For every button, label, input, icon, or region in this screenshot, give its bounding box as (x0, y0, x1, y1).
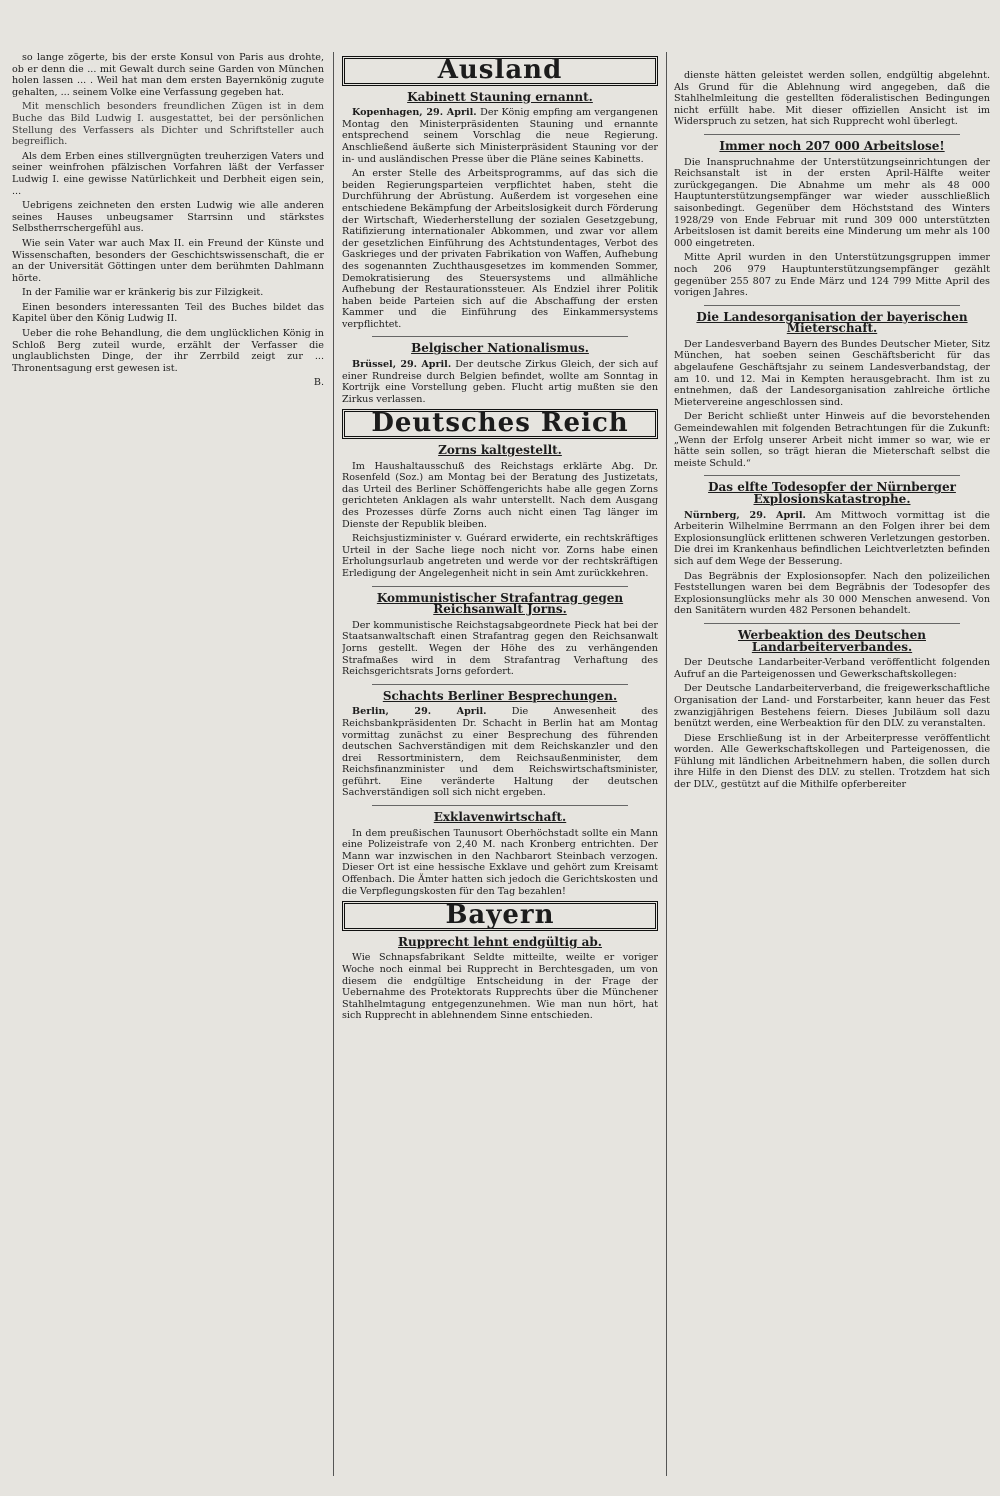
paragraph: Diese Erschließung ist in der Arbeiterpresse veröffentlicht worden. Alle Gewerkschaftskollegen und Parteigenossen, die Fühlung mit ländlichen Arbeitnehmern haben, die sollen durch ihre Hilfe in den Dienst des DLV. zu stellen. Trotzdem hat sich der DLV., gestützt auf die Mithilfe opferbereiter (674, 732, 990, 791)
paragraph: An erster Stelle des Arbeitsprogramms, auf das sich die beiden Regierungsparteien verpflichtet haben, steht die Durchführung der Abrüstung. Außerdem ist vorgesehen eine entschiedene Bekämpfung der Arbeitslosigkeit durch Förderung der Wirtschaft, Wiederherstellung der sozialen Gesetzgebung, Ratifizierung internationaler Abkommen, und zwar vor allem der gesetzlichen Einführung des Achtstundentages, Verbot des Gaskrieges und der privaten Fabrikation von Waffen, Aufhebung des sogenannten Zuchthausgesetzes im kommenden Sommer, Demokratisierung des Steuersystems und allmähliche Aufhebung der Restaurationssteuer. Als Endziel ihrer Politik haben beide Parteien sich auf die Abschaffung der ersten Kammer und die Einführung des Einkammersystems verpflichtet. (342, 168, 658, 330)
headline-landarbeiter: Werbeaktion des Deutschen Landarbeiterverbandes. (738, 627, 926, 654)
separator (372, 805, 628, 806)
paragraph (342, 706, 658, 799)
paragraph: Wie sein Vater war auch Max II. ein Freund der Künste und Wissenschaften, besonders der Geschichtswissenschaft, die er an der Universität Göttingen unter dem berühmten Dahlmann hörte. (12, 237, 324, 284)
article-text: Die Anwesenheit des Reichsbankpräsidenten Dr. Schacht in Berlin hat am Montag vormittag zunächst zu einer Besprechung des führenden deutschen Sachverständigen mit dem Reichskanzler und den drei Ressortministern, dem Reichsaußenminister, dem Reichsfinanzminister und dem Reichswirtschaftsminister, geführt. Eine veränderte Haltung der deutschen Sachverständigen soll sich nicht ergeben. (342, 706, 658, 799)
paragraph: Der Deutsche Landarbeiterverband, die freigewerkschaftliche Organisation der Land- und Forstarbeiter, kann heuer das Fest zwanzigjährigen Bestehens feiern. Dieses Jubiläum soll dazu benützt werden, eine Werbeaktion für den DLV. zu veranstalten. (674, 683, 990, 730)
paragraph: In der Familie war er kränkerig bis zur Filzigkeit. (22, 287, 264, 299)
separator (372, 684, 628, 685)
paragraph: so lange zögerte, bis der erste Konsul von Paris aus drohte, ob er denn die ... mit Gewalt durch seine Garden von München holen lassen ... . Weil hat man dem ersten Bayernkönig zugute gehalten, ... seinem Volke eine Verfassung gegeben hat. (12, 52, 324, 98)
article-text: Der König empfing am vergangenen Montag den Ministerpräsidenten Stauning und ernannte entsprechend seinem Vorschlag die neue Regierung. Anschließend äußerte sich Ministerpräsident Stauning vor der in- und ausländischen Presse über die Pläne seines Kabinetts. (342, 107, 658, 165)
headline-todesopfer: Das elfte Todesopfer der Nürnberger Explosionskatastrophe. (708, 480, 956, 506)
paragraph: In dem preußischen Taunusort Oberhöchstadt sollte ein Mann eine Polizeistrafe von 2,40 M. nach Kronberg entrichten. Der Mann war inzwischen in den Nachbarort Steinbach verzogen. Dieser Ort ist eine hessische Exklave und gehört zum Kreisamt Offenbach. Die Ämter hatten sich jedoch die Gerichtskosten und die Verpflegungskosten für den Tag bezahlen! (342, 827, 658, 897)
paragraph: Reichsjustizminister v. Guérard erwiderte, ein rechtskräftiges Urteil in der Sache liege noch nicht vor. Zorns habe einen Erholungsurlaub angetreten und werde vor der rechtskräftigen Erledigung der Angelegenheit nicht in sein Amt zurückkehren. (342, 533, 658, 579)
headline-stauning: Kabinett Stauning ernannt. (407, 89, 593, 104)
paragraph: Einen besonders interessanten Teil des Buches bildet das Kapitel über den König Ludwig II. (12, 301, 324, 325)
column-middle (342, 52, 658, 1476)
paragraph: Uebrigens zeichneten den ersten Ludwig wie alle anderen seines Hauses unbeugsamer Starrsinn und stärkstes Selbstherrschergefühl aus. (12, 200, 324, 235)
headline-kommunisten: Kommunistischer Strafantrag gegen Reichsanwalt Jorns. (376, 590, 624, 617)
column-right (674, 70, 990, 1476)
paragraph: Wie Schnapsfabrikant Seldte mitteilte, weilte er voriger Woche noch einmal bei Rupprecht in Berchtesgaden, um von diesem die endgültige Entscheidung in der Frage der Uebernahme des Protektorats Rupprechts über die Münchener Stahlhelmtagung entgegenzunehmen. Wie man nun hört, hat sich Rupprecht in ablehnendem Sinne entschieden. (342, 952, 658, 1022)
paragraph: Der Bericht schließt unter Hinweis auf die bevorstehenden Gemeindewahlen mit folgenden Betrachtungen für die Zukunft: „Wenn der Erfolg unserer Arbeit nicht immer so war, wie er hätte sein sollen, so trägt hieran die Mieterschaft selbst die meiste Schuld.“ (674, 411, 990, 469)
separator (704, 134, 960, 135)
section-header-deutsches-reich: Deutsches Reich (342, 409, 658, 439)
separator (372, 586, 628, 587)
paragraph: Der Deutsche Landarbeiter-Verband veröffentlicht folgenden Aufruf an die Parteigenossen und Gewerkschaftskollegen: (674, 657, 990, 680)
paragraph: Mitte April wurden in den Unterstützungsgruppen immer noch 206 979 Hauptunterstützungsempfänger gezählt gegenüber 255 807 zu Ende März und 124 799 Mitte April des vorigen Jahres. (674, 252, 990, 299)
dateline: Brüssel, 29. April. (352, 359, 452, 371)
paragraph (342, 107, 658, 165)
headline-schacht: Schachts Berliner Besprechungen. (382, 688, 618, 703)
paragraph (674, 510, 990, 568)
paragraph: Die Inanspruchnahme der Unterstützungseinrichtungen der Reichsanstalt ist in der ersten April-Hälfte weiter zurückgegangen. Die Abnahme um mehr als 48 000 Hauptunterstützungsempfänger war wieder ausschließlich saisonbedingt. Gegenüber dem Höchststand des Winters 1928/29 von Ende Februar mit rund 309 000 unterstützten Arbeitslosen ist damit bereits eine Minderung um mehr als 100 000 eingetreten. (674, 156, 990, 249)
separator (372, 336, 628, 337)
paragraph: Als dem Erben eines stillvergnügten treuherzigen Vaters und seiner weinfrohen pfälzischen Vorfahren läßt der Verfasser Ludwig I. eine gewisse Natürlichkeit und Derbheit eigen sein, ... (12, 150, 324, 197)
paragraph: Ueber die rohe Behandlung, die dem unglücklichen König in Schloß Berg zuteil wurde, erzählt der Verfasser die unglaublichsten Dinge, der ihr Zerrbild zeigt zur ... Thronentsagung erst gewesen ist. (12, 328, 324, 374)
section-header-bayern: Bayern (342, 901, 658, 931)
headline-zorns: Zorns kaltgestellt. (438, 443, 562, 458)
column-rule-left (333, 52, 334, 1476)
headline-exklave: Exklavenwirtschaft. (433, 810, 567, 825)
paragraph: Der Landesverband Bayern des Bundes Deutscher Mieter, Sitz München, hat soeben seinen Geschäftsbericht für das abgelaufene Geschäftsjahr zu seinem Landesverbandstag, der am 10. und 12. Mai in Kempten herausgebracht. Ihm ist zu entnehmen, daß der Landesorganisation zahlreiche örtliche Mietervereine angeschlossen sind. (674, 338, 990, 408)
paragraph: Mit menschlich besonders freundlichen Zügen ist in dem Buche das Bild Ludwig I. ausgestattet, bei der persönlichen Stellung des Verfassers als Dichter und Schriftsteller auch begreiflich. (12, 101, 324, 148)
separator (704, 475, 960, 476)
paragraph: Im Haushaltausschuß des Reichstags erklärte Abg. Dr. Rosenfeld (Soz.) am Montag bei der Beratung des Justizetats, das Urteil des Berliner Schöffengerichts habe alle gegen Zorns gerichteten Anklagen als wahr unterstellt. Nach dem Ausgang des Prozesses dürfe Zorns auch nicht einen Tag länger im Dienste der Republik bleiben. (342, 460, 658, 530)
article-text: Am Mittwoch vormittag ist die Arbeiterin Wilhelmine Berrmann an den Folgen ihrer bei dem Explosionsunglück erlittenen schweren Verletzungen gestorben. Die drei im Krankenhaus befindlichen Leichtverletzten befinden sich auf dem Wege der Besserung. (674, 509, 990, 567)
section-header-ausland: Ausland (342, 56, 658, 86)
column-rule-right (666, 52, 667, 1476)
paragraph: Der kommunistische Reichstagsabgeordnete Pieck hat bei der Staatsanwaltschaft einen Strafantrag gegen den Reichsanwalt Jorns gestellt. Wegen der Höhe des zu verhängenden Strafmaßes wird in dem Strafantrag Verhaftung des Reichsgerichtsrats Jorns gefordert. (342, 619, 658, 678)
separator (704, 623, 960, 624)
paragraph: dienste hätten geleistet werden sollen, endgültig abgelehnt. Als Grund für die Ablehnung wird angegeben, daß die Stahlhelmleitung die gestellten föderalistischen Bedingungen nicht erfüllt habe. Mit dieser offiziellen Ansicht ist im Widerspruch zu setzen, hat sich Rupprecht wohl überlegt. (674, 70, 990, 128)
headline-arbeitslose: Immer noch 207 000 Arbeitslose! (719, 138, 945, 153)
paragraph (342, 359, 658, 405)
dateline: Nürnberg, 29. April. (684, 509, 806, 521)
column-left (12, 52, 324, 1476)
paragraph: Das Begräbnis der Explosionsopfer. Nach den polizeilichen Feststellungen waren bei dem Begräbnis der Todesopfer des Explosionsunglücks mehr als 30 000 Menschen anwesend. Von den Sanitätern wurden 482 Personen behandelt. (674, 570, 990, 617)
article-text: Der deutsche Zirkus Gleich, der sich auf einer Rundreise durch Belgien befindet, wollte am Sonntag in Kortrijk eine Vorstellung geben. Flucht artig mußten sie den Zirkus verlassen. (342, 359, 658, 405)
dateline: Kopenhagen, 29. April. (352, 107, 477, 119)
headline-rupprecht: Rupprecht lehnt endgültig ab. (398, 934, 602, 949)
byline: B. (313, 377, 324, 389)
headline-belgien: Belgischer Nationalismus. (411, 341, 589, 356)
separator (704, 305, 960, 306)
dateline: Berlin, 29. April. (352, 706, 487, 718)
headline-mieter: Die Landesorganisation der bayerischen Mieterschaft. (696, 309, 968, 336)
